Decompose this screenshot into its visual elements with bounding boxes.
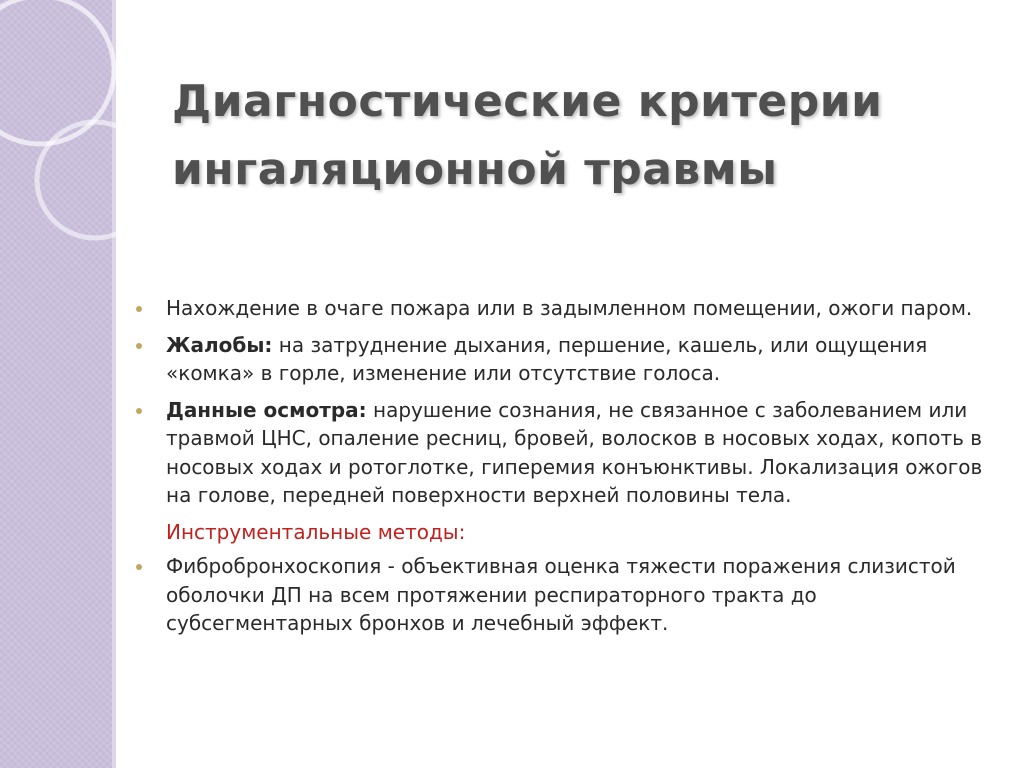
decorative-circle-small <box>37 122 153 238</box>
item-text: Инструментальные методы: <box>166 519 466 544</box>
item-lead: Данные осмотра: <box>166 397 367 422</box>
decorative-circles <box>0 0 160 260</box>
item-lead: Жалобы: <box>166 332 273 357</box>
list-item-complaints <box>136 331 1006 388</box>
instrumental-methods-heading <box>136 518 1006 547</box>
slide-title <box>172 68 992 204</box>
bullet-icon <box>136 306 142 312</box>
list-item-bronchoscopy <box>136 552 1006 638</box>
item-text: Фибробронхоскопия - объективная оценка тяжести поражения слизистой оболочки ДП на всем протяжении респираторного тракта до субсегментарных бронхов и лечебный эффект. <box>166 554 956 635</box>
bullet-icon <box>136 564 142 570</box>
list-item-fire-location <box>136 294 1006 323</box>
criteria-list <box>136 294 1006 646</box>
list-item-examination <box>136 396 1006 510</box>
bullet-icon <box>136 343 142 349</box>
slide-title-line-2: ингаляционной травмы <box>172 144 778 195</box>
item-text: нарушение сознания, не связанное с заболеванием или травмой ЦНС, опаление ресниц, бровей, волосков в носовых ходах, копоть в носовых ходах и ротоглотке, гиперемия конъюнктивы. Локализация ожогов на голове, передней поверхности верхней половины тела. <box>166 397 983 507</box>
item-text: на затруднение дыхания, першение, кашель, или ощущения «комка» в горле, изменение или отсутствие голоса. <box>166 332 928 385</box>
slide-title-line-1: Диагностические критерии <box>172 76 883 127</box>
item-text: Нахождение в очаге пожара или в задымленном помещении, ожоги паром. <box>166 296 973 320</box>
bullet-icon <box>136 408 142 414</box>
